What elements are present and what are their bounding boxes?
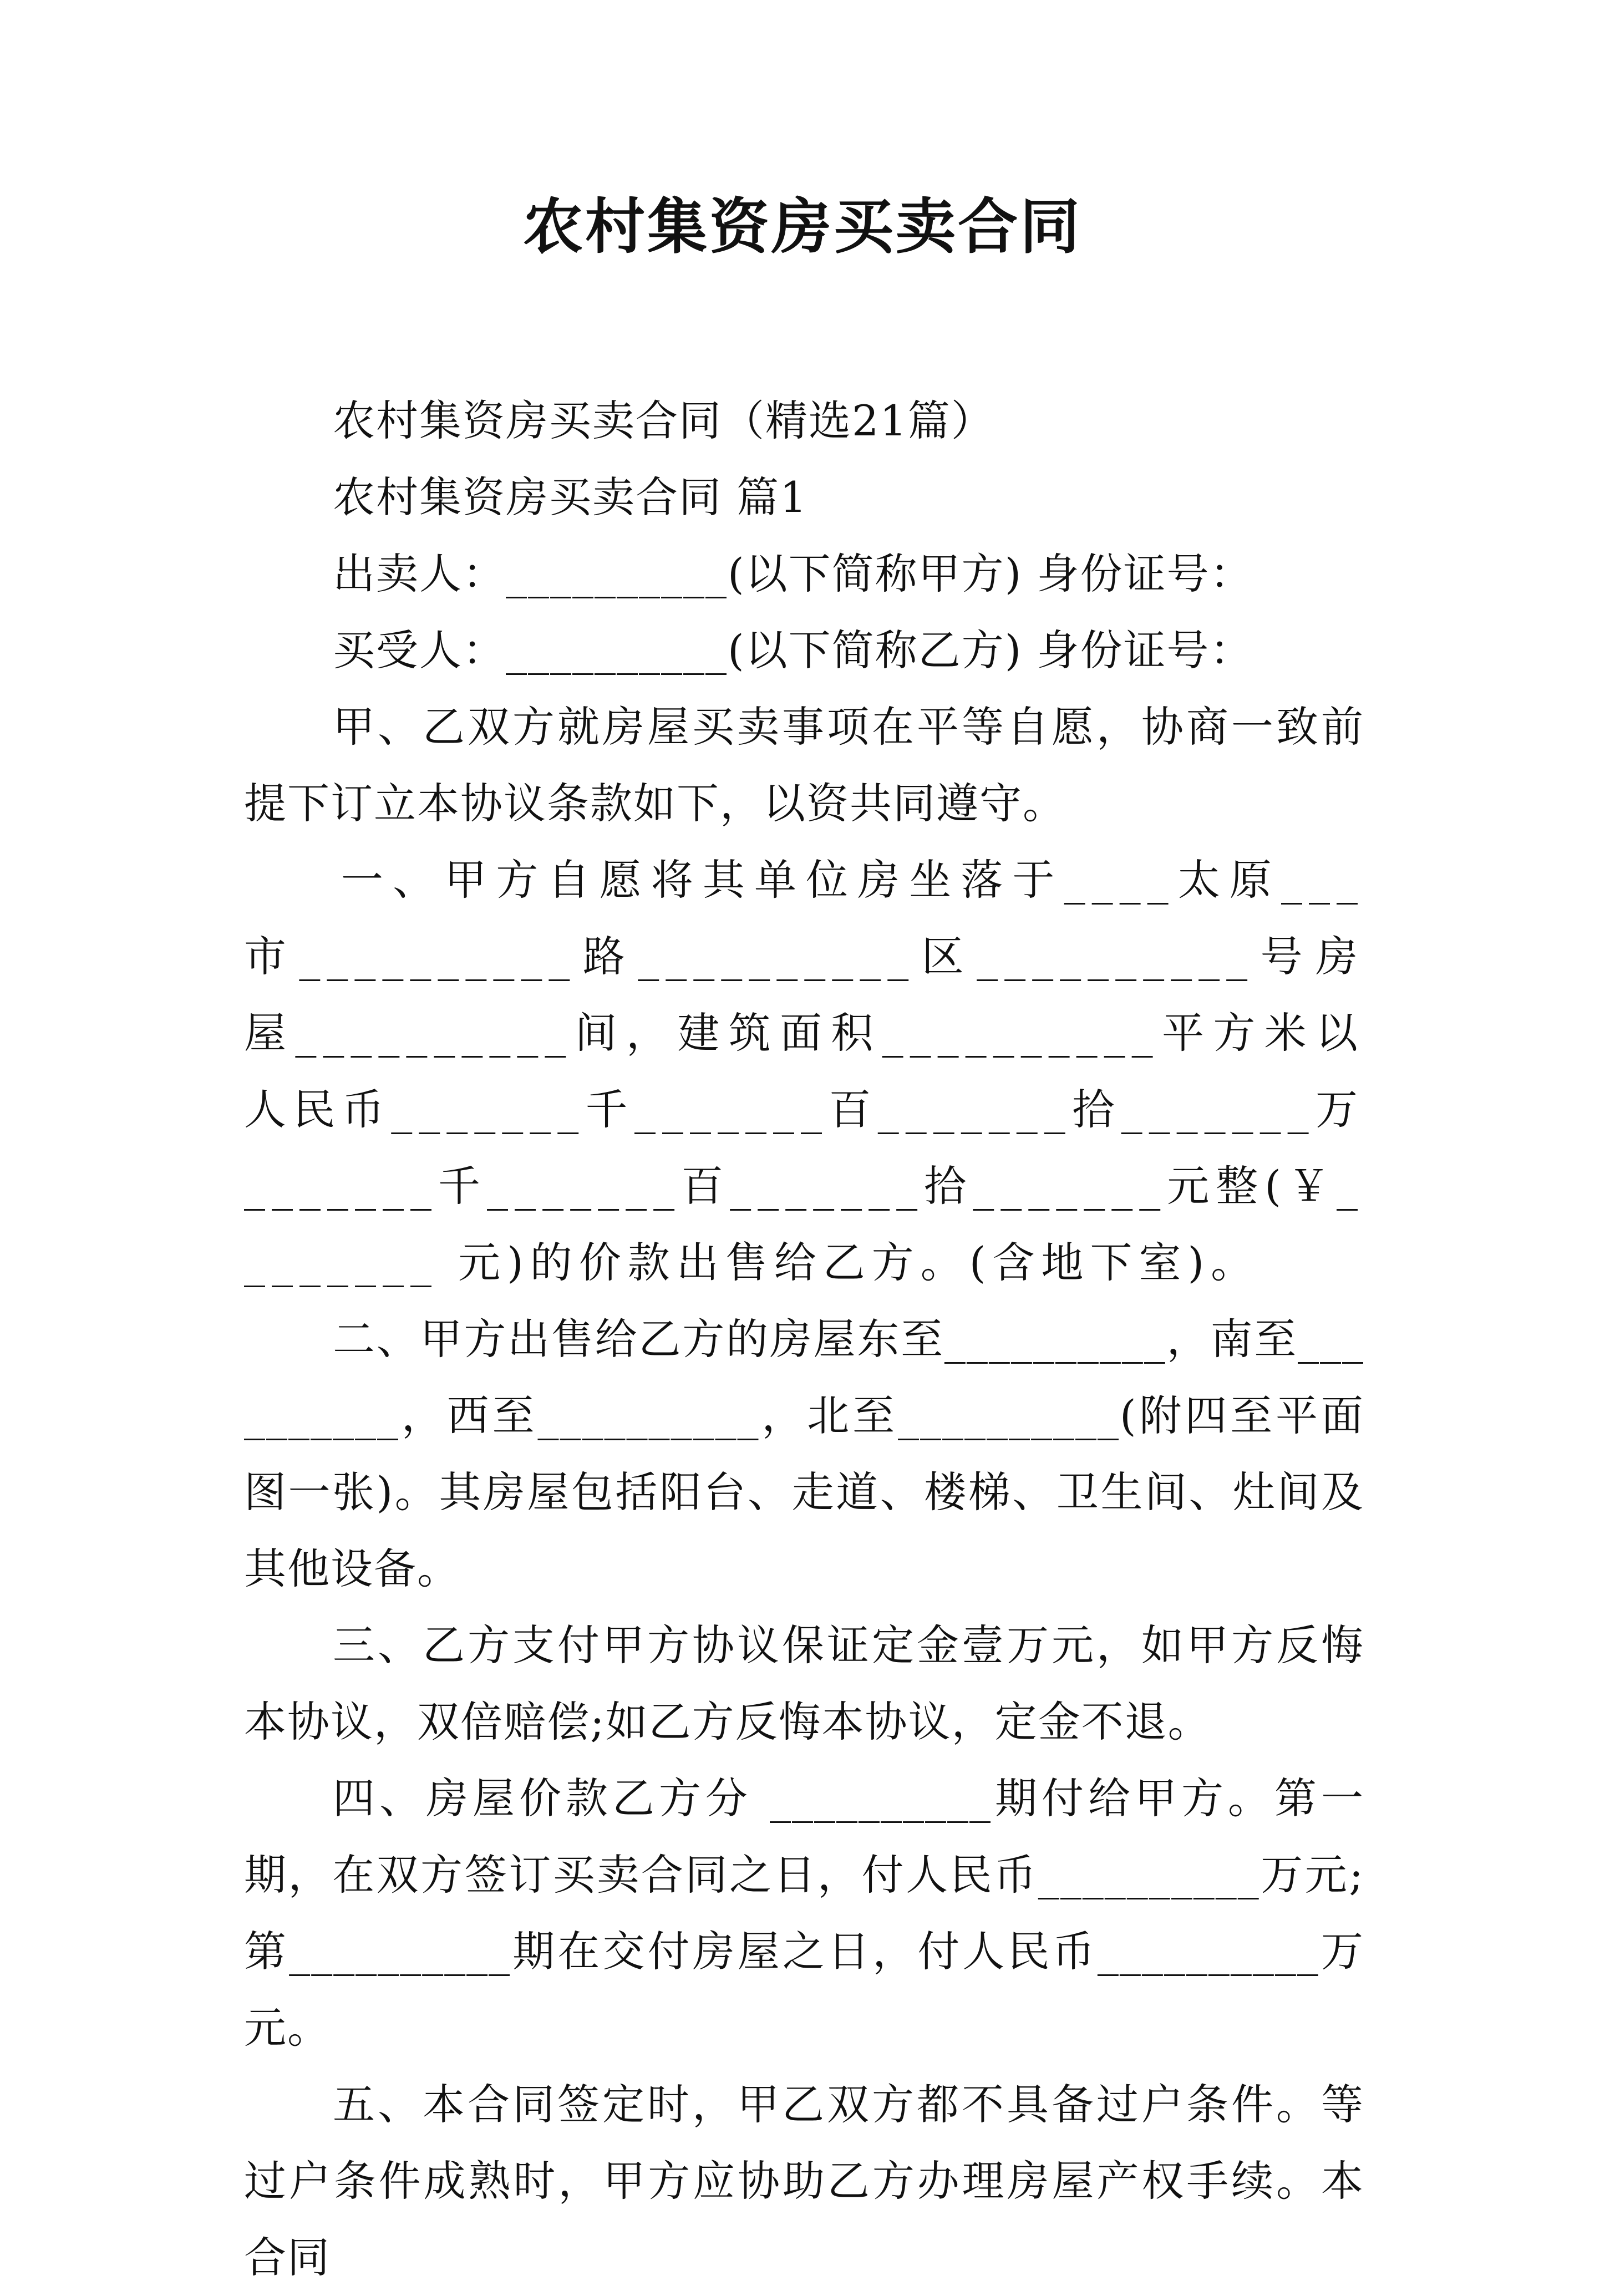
document-body xyxy=(244,383,1364,2296)
paragraph-clause-2: 二、甲方出售给乙方的房屋东至__________，南至__________，西至__________，北至__________(附四至平面图一张)。其房屋包括阳台、走道、楼梯、卫生间、灶间及其他设备。 xyxy=(244,1314,1364,1593)
paragraph-section-heading: 农村集资房买卖合同 篇1 xyxy=(333,473,808,522)
paragraph-preamble: 甲、乙双方就房屋买卖事项在平等自愿，协商一致前提下订立本协议条款如下，以资共同遵守。 xyxy=(244,702,1364,828)
paragraph-clause-4: 四、房屋价款乙方分 __________期付给甲方。第一期，在双方签订买卖合同之日，付人民币__________万元;第__________期在交付房屋之日，付人民币__________万元。 xyxy=(244,1774,1364,2053)
paragraph-clause-1: 一、甲方自愿将其单位房坐落于____太原___市__________路__________区__________号房屋__________间，建筑面积__________平方米以人民币_______千_______百_______拾_______万_______千_______百_______拾_______元整(￥________ 元)的价款出售给乙方。(含地下室)。 xyxy=(244,855,1364,1287)
paragraph-clause-3: 三、乙方支付甲方协议保证定金壹万元，如甲方反悔本协议，双倍赔偿;如乙方反悔本协议，定金不退。 xyxy=(244,1621,1364,1746)
paragraph-subtitle: 农村集资房买卖合同（精选21篇） xyxy=(333,396,994,445)
paragraph-buyer: 买受人：__________(以下简称乙方) 身份证号： xyxy=(333,626,1253,675)
paragraph-seller: 出卖人：__________(以下简称甲方) 身份证号： xyxy=(333,549,1253,598)
paragraph-clause-5: 五、本合同签定时，甲乙双方都不具备过户条件。等过户条件成熟时，甲方应协助乙方办理房屋产权手续。本合同 xyxy=(244,2080,1364,2282)
document-title: 农村集资房买卖合同 xyxy=(522,192,1082,262)
